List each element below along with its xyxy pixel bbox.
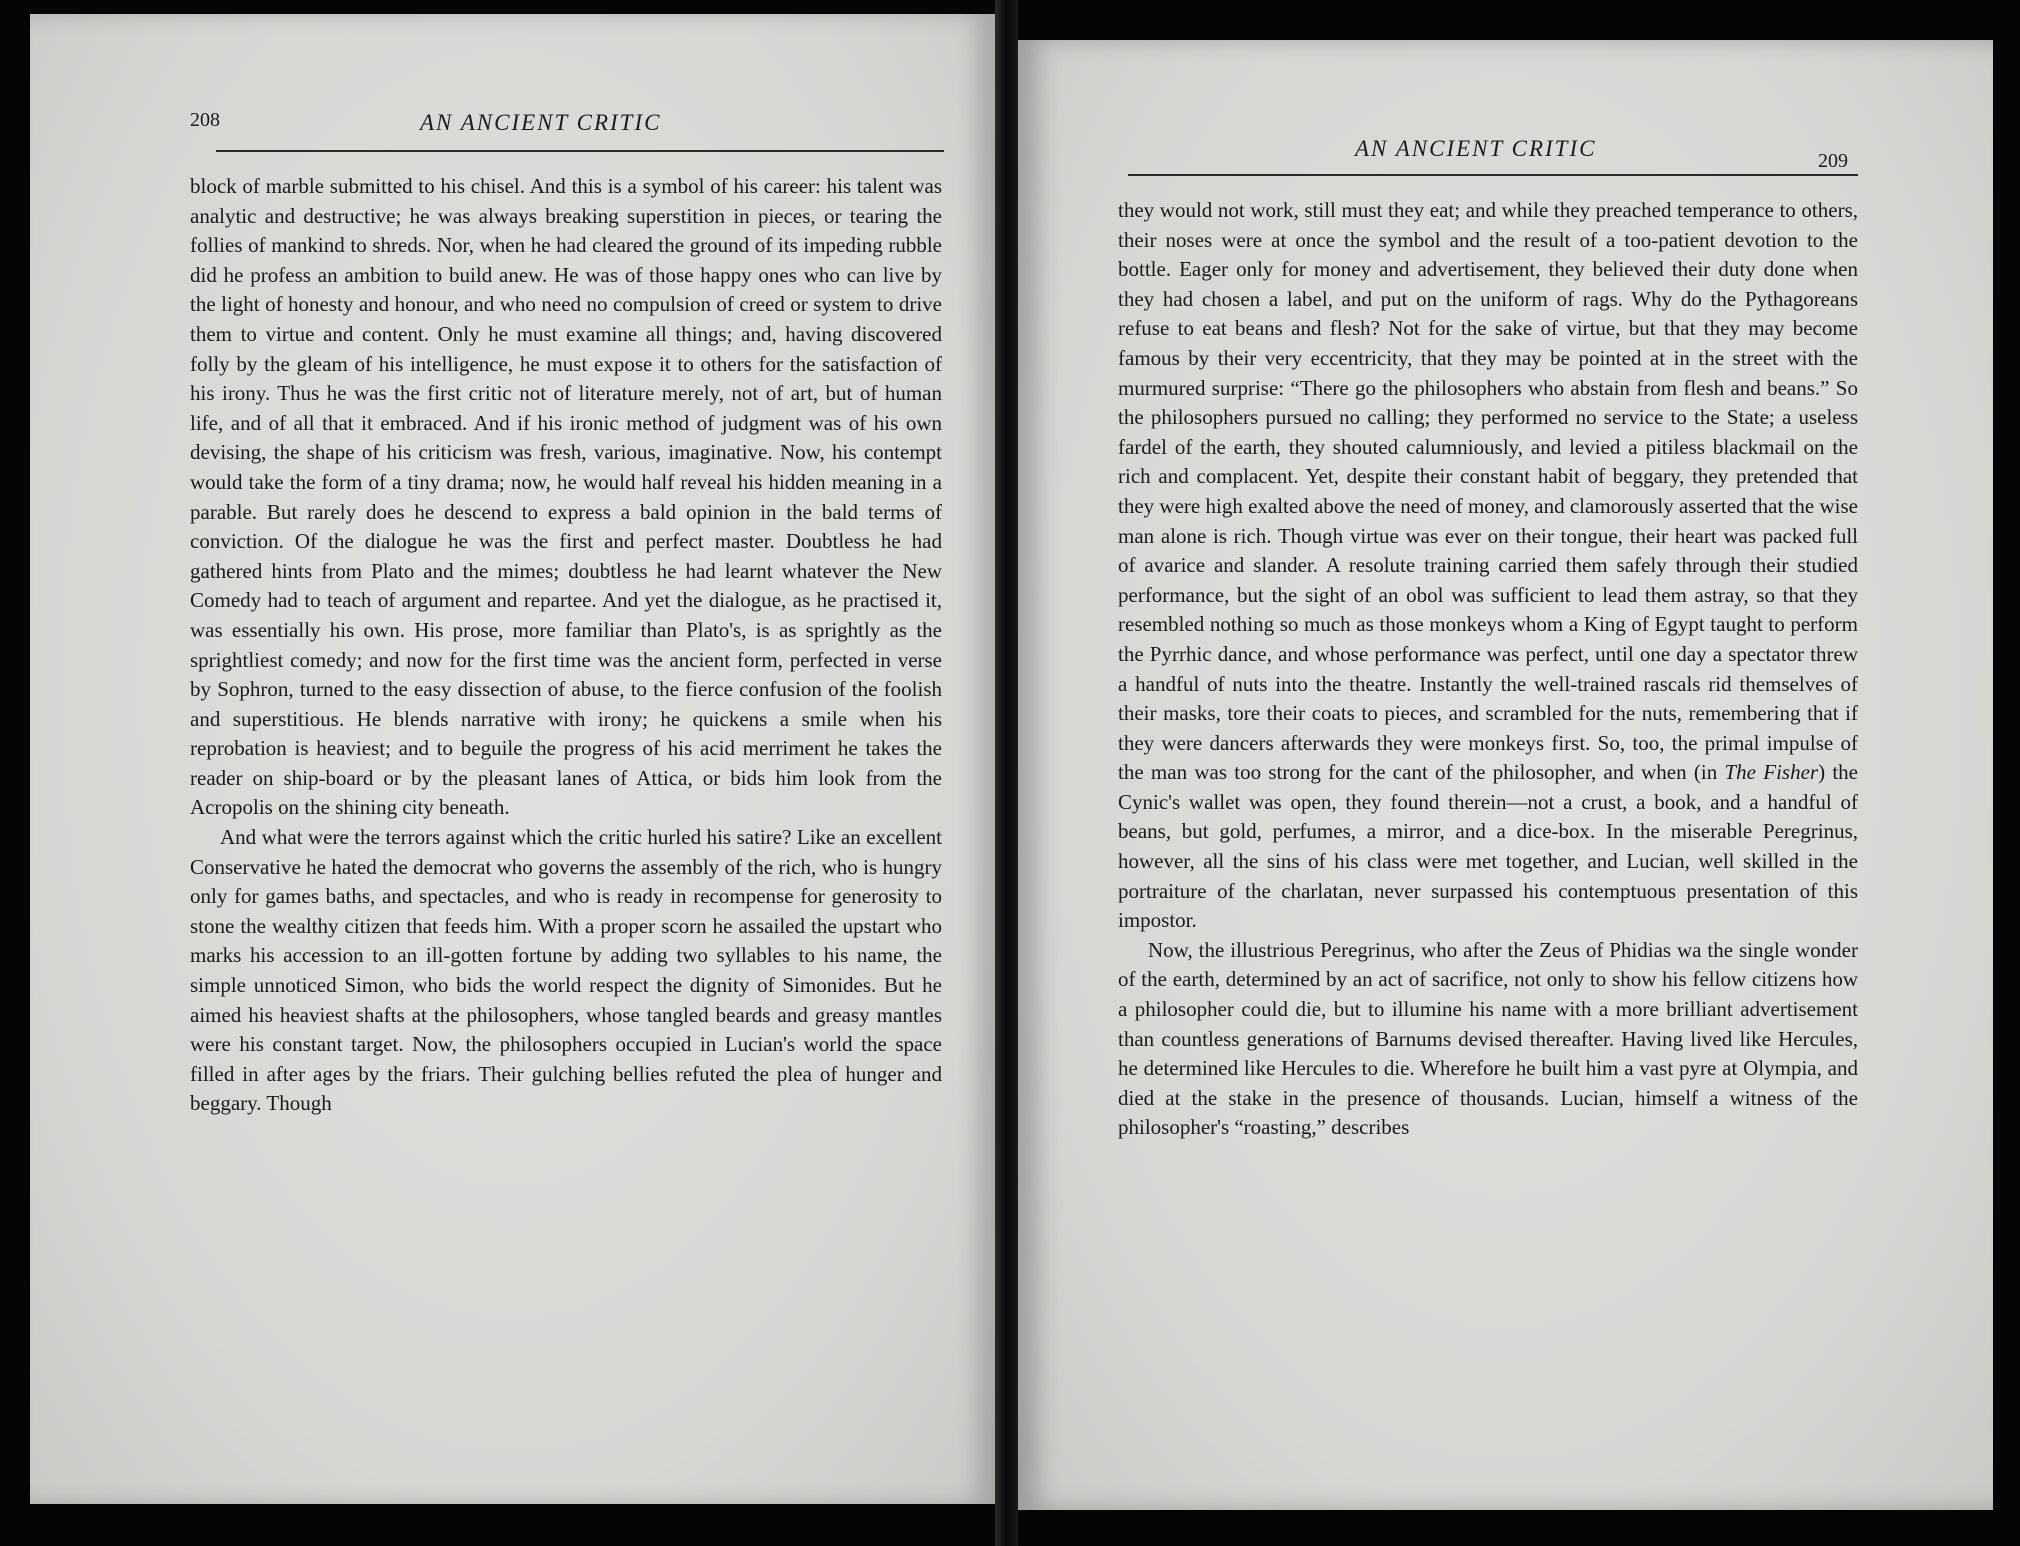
left-page <box>30 14 995 1504</box>
left-page-number: 208 <box>190 109 220 131</box>
right-paragraph-1-head: they would not work, still must they eat; and while they preached temperance to others, their noses were at once the symbol and the result of a too-patient devotion to the bottle. Eager only for money and advertisement, they believed their duty done when they had chosen a label, and put on the uniform of rags. Why do the Pythagoreans refuse to eat beans and flesh? Not for the sake of virtue, but that they may become famous by their very eccentricity, that they may be pointed at in the street with the murmured surprise: “There go the philosophers who abstain from flesh and beans.” So the philosophers pursued no calling; they performed no service to the State; a useless fardel of the earth, they shouted calumniously, and levied a pitiless blackmail on the rich and complacent. Yet, despite their constant habit of beggary, they pretended that they were high exalted above the need of money, and clamorously asserted that the wise man alone is rich. Though virtue was ever on their tongue, their heart was packed full of avarice and slander. A resolute training carried them safely through their studied performance, but the sight of an obol was sufficient to lead them astray, so that they resembled nothing so much as those monkeys whom a King of Egypt taught to perform the Pyrrhic dance, and whose performance was perfect, until one day a spectator threw a handful of nuts into the theatre. Instantly the well-trained rascals rid themselves of their masks, tore their coats to pieces, and scrambled for the nuts, remembering that if they were dancers afterwards they were monkeys first. So, too, the primal impulse of the man was too strong for the cant of the philosopher, and when (in <box>1118 198 1858 785</box>
right-paragraph-1 <box>1118 196 1858 936</box>
right-page <box>1018 40 1993 1510</box>
right-header-rule <box>1128 174 1858 176</box>
left-paragraph-2: And what were the terrors against which the critic hurled his satire? Like an excellent Conservative he hated the democrat who governs the assembly of the rich, who is hungry only for games baths, and spectacles, and who is ready in recompense for generosity to stone the wealthy citizen that feeds him. With a proper scorn he assailed the upstart who marks his accession to an ill-gotten fortune by adding two syllables to his name, the simple unnoticed Simon, who bids the world respect the dignity of Simonides. But he aimed his heaviest shafts at the philosophers, whose tangled beards and greasy mantles were his constant target. Now, the philosophers occupied in Lucian's world the space filled in after ages by the friars. Their gulching bellies refuted the plea of hunger and beggary. Though <box>190 825 942 1116</box>
book-gutter <box>995 0 1018 1546</box>
left-header-rule <box>216 150 944 152</box>
right-page-number: 209 <box>1818 150 1848 172</box>
right-body-text <box>1118 196 1858 1143</box>
left-paragraph-1: block of marble submitted to his chisel. And this is a symbol of his career: his talent was analytic and destructive; he was always breaking superstition in pieces, or tearing the follies of mankind to shreds. Nor, when he had cleared the ground of its impeding rubble did he profess an ambition to build anew. He was of those happy ones who can live by the light of honesty and honour, and who need no compulsion of creed or system to drive them to virtue and content. Only he must examine all things; and, having discovered folly by the gleam of his intelligence, he must expose it to others for the satisfaction of his irony. Thus he was the first critic not of literature merely, not of art, but of human life, and of all that it embraced. And if his ironic method of judgment was of his own devising, the shape of his criticism was fresh, various, imaginative. Now, his contempt would take the form of a tiny drama; now, he would half reveal his hidden meaning in a parable. But rarely does he descend to express a bald opinion in the bald terms of conviction. Of the dialogue he was the first and perfect master. Doubtless he had gathered hints from Plato and the mimes; doubtless he had learnt whatever the New Comedy had to teach of argument and repartee. And yet the dialogue, as he practised it, was essentially his own. His prose, more familiar than Plato's, is as sprightly as the sprightliest comedy; and now for the first time was the ancient form, perfected in verse by Sophron, turned to the easy dissection of abuse, to the fierce confusion of the foolish and superstitious. He blends narrative with irony; he quickens a smile when his reprobation is heaviest; and to beguile the progress of his acid merriment he takes the reader on ship-board or by the pleasant lanes of Attica, or bids him look from the Acropolis on the shining city beneath. <box>190 174 942 820</box>
left-body-text <box>190 172 942 1119</box>
right-running-title: AN ANCIENT CRITIC <box>1355 136 1597 161</box>
book-title-the-fisher: The Fisher <box>1724 760 1819 785</box>
right-paragraph-2: Now, the illustrious Peregrinus, who after the Zeus of Phidias wa the single wonder of the earth, determined by an act of sacrifice, not only to show his fellow citizens how a philosopher could die, but to illumine his name with a more brilliant advertisement than countless generations of Barnums devised thereafter. Having lived like Hercules, he determined like Hercules to die. Wherefore he built him a vast pyre at Olympia, and died at the stake in the presence of thousands. Lucian, himself a witness of the philosopher's “roasting,” describes <box>1118 937 1858 1140</box>
right-paragraph-1-tail: ) the Cynic's wallet was open, they found therein—not a crust, a book, and a handful of beans, but gold, perfumes, a mirror, and a dice-box. In the miserable Peregrinus, however, all the sins of his class were met together, and Lucian, well skilled in the portraiture of the charlatan, never surpassed his contemptuous presentation of this impostor. <box>1118 760 1858 933</box>
left-running-title: AN ANCIENT CRITIC <box>420 110 662 135</box>
